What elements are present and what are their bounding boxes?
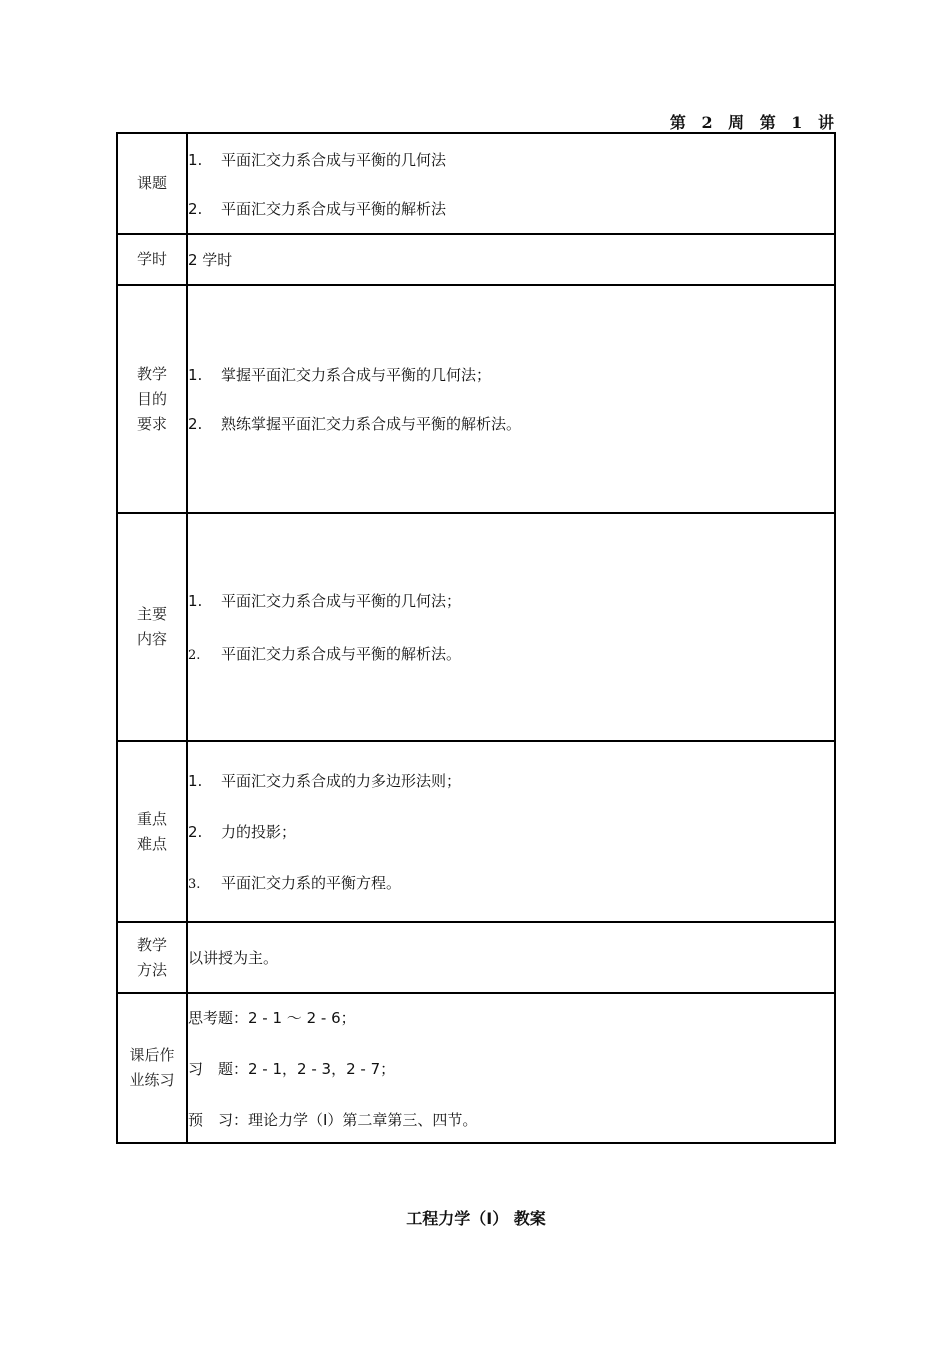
homework-preview: 预 习：理论力学（Ⅰ）第二章第三、四节。: [188, 1110, 478, 1129]
topic-item-2: 2. 平面汇交力系合成与平衡的解析法: [188, 199, 447, 218]
topic-item-1: 1. 平面汇交力系合成与平衡的几何法: [188, 150, 447, 169]
label-hours: 学时: [117, 234, 187, 285]
week-lecture-header: 第 2 周 第 1 讲: [669, 113, 836, 132]
label-method: 教学 方法: [117, 922, 187, 993]
row-objectives: [117, 285, 835, 513]
row-key-points: [117, 741, 835, 922]
homework-exercises: 习 题：2 - 1，2 - 3，2 - 7；: [188, 1059, 396, 1078]
main-item-1: 1. 平面汇交力系合成与平衡的几何法；: [188, 592, 462, 610]
content-topic: [187, 133, 835, 234]
label-objectives: 教学 目的 要求: [117, 285, 187, 513]
objective-item-1: 1. 掌握平面汇交力系合成与平衡的几何法；: [188, 366, 492, 384]
objective-item-2: 2. 熟练掌握平面汇交力系合成与平衡的解析法。: [188, 415, 522, 433]
row-hours: [117, 234, 835, 285]
content-key-points: [187, 741, 835, 922]
label-topic: 课题: [117, 133, 187, 234]
key-item-3: 3. 平面汇交力系的平衡方程。: [188, 874, 402, 892]
lesson-plan-table: [116, 132, 836, 1144]
key-item-1: 1. 平面汇交力系合成的力多边形法则；: [188, 772, 462, 790]
content-method: 以讲授为主。: [187, 922, 835, 993]
row-homework: [117, 993, 835, 1143]
row-method: [117, 922, 835, 993]
footer-title: 工程力学（Ⅰ） 教案: [406, 1209, 546, 1228]
key-item-2: 2. 力的投影；: [188, 823, 297, 841]
label-main-content: 主要 内容: [117, 513, 187, 741]
homework-thinking: 思考题：2 - 1 ～ 2 - 6；: [188, 1008, 356, 1027]
main-item-2: 2. 平面汇交力系合成与平衡的解析法。: [188, 645, 462, 663]
label-homework: 课后作 业练习: [117, 993, 187, 1143]
content-main: [187, 513, 835, 741]
content-hours: 2 学时: [187, 234, 835, 285]
label-key-points: 重点 难点: [117, 741, 187, 922]
row-topic: [117, 133, 835, 234]
content-homework: [187, 993, 835, 1143]
content-objectives: [187, 285, 835, 513]
row-main-content: [117, 513, 835, 741]
